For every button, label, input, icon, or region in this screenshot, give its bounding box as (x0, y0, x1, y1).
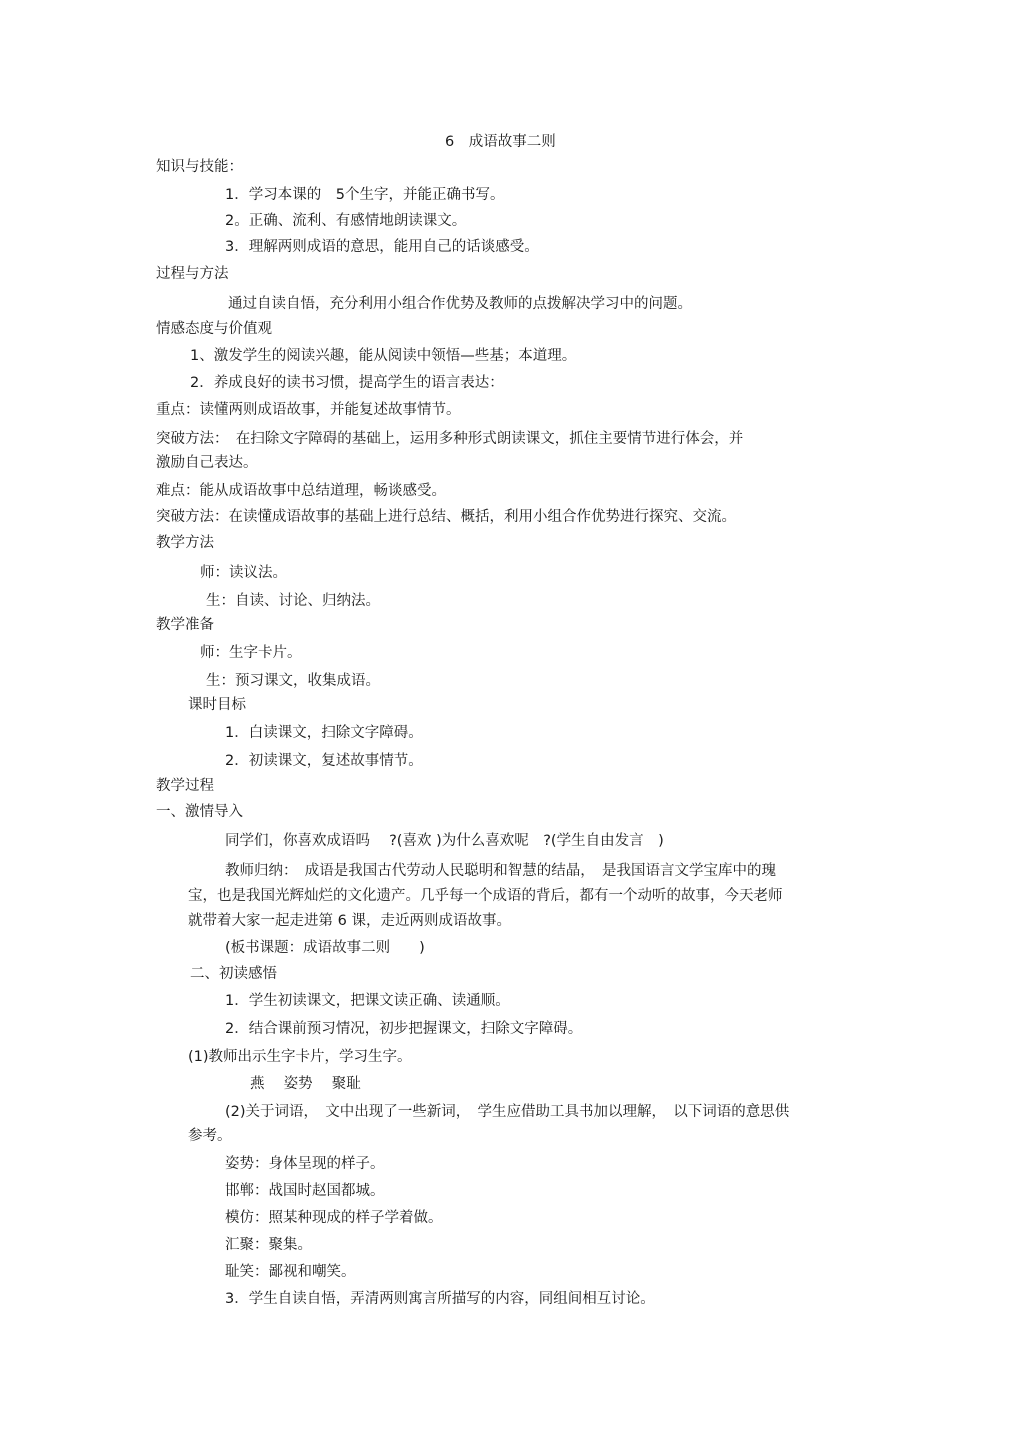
part1-board-title: (板书课题：成语故事二则 ) (225, 940, 425, 956)
teaching-prep-heading: 教学准备 (156, 617, 214, 633)
process-method-heading: 过程与方法 (156, 266, 229, 282)
knowledge-item-2: 2。正确、流利、有感情地朗读课文。 (225, 213, 467, 229)
part2-step-3: 3．学生自读自悟，弄清两则寓言所描写的内容，同组间相互讨论。 (225, 1291, 655, 1307)
emotion-item-1: 1、激发学生的阅读兴趣，能从阅读中领悟—些基；本道理。 (190, 348, 577, 364)
vocab-item-1: 姿势：身体呈现的样子。 (225, 1156, 385, 1172)
key-point: 重点：读懂两则成语故事，并能复述故事情节。 (156, 402, 461, 418)
part1-summary-line-3: 就带着大家一起走进第 6 课，走近两则成语故事。 (188, 913, 511, 929)
part1-heading: 一、激情导入 (156, 804, 243, 820)
part2-step-2: 2．结合课前预习情况，初步把握课文，扫除文字障碍。 (225, 1021, 583, 1037)
part2-sub-2-line-1: (2)关于词语， 文中出现了一些新词， 学生应借助工具书加以理解， 以下词语的意思供 (225, 1104, 790, 1120)
breakthrough-2: 突破方法：在读懂成语故事的基础上进行总结、概括，利用小组合作优势进行探究、交流。 (156, 509, 736, 525)
vocab-item-4: 汇聚：聚集。 (225, 1237, 312, 1253)
knowledge-skills-heading: 知识与技能： (156, 159, 243, 175)
teaching-prep-student: 生：预习课文，收集成语。 (206, 673, 380, 689)
part2-sub-2-line-2: 参考。 (188, 1128, 232, 1144)
teaching-method-teacher: 师：读议法。 (200, 565, 287, 581)
part2-step-1: 1．学生初读课文，把课文读正确、读通顺。 (225, 993, 510, 1009)
part2-heading: 二、初读感悟 (190, 966, 277, 982)
lesson-title: 6 成语故事二则 (445, 134, 556, 150)
teaching-prep-teacher: 师：生字卡片。 (200, 645, 302, 661)
part1-summary-line-1: 教师归纳： 成语是我国古代劳动人民聪明和智慧的结晶， 是我国语言文学宝库中的瑰 (225, 863, 776, 879)
part1-question: 同学们，你喜欢成语吗 ?(喜欢 )为什么喜欢呢 ?(学生自由发言 ) (225, 833, 664, 849)
lesson-goals-heading: 课时目标 (188, 697, 246, 713)
part1-summary-line-2: 宝，也是我国光辉灿烂的文化遗产。几乎每一个成语的背后，都有一个动听的故事，今天老师 (188, 888, 783, 904)
process-method-text: 通过自读自悟，充分利用小组合作优势及教师的点拨解决学习中的问题。 (228, 296, 692, 312)
difficulty: 难点：能从成语故事中总结道理，畅谈感受。 (156, 483, 446, 499)
vocab-item-3: 模仿：照某种现成的样子学着做。 (225, 1210, 443, 1226)
teaching-process-heading: 教学过程 (156, 778, 214, 794)
breakthrough-1-line-2: 激励自己表达。 (156, 455, 258, 471)
breakthrough-1-line-1: 突破方法： 在扫除文字障碍的基础上，运用多种形式朗读课文，抓住主要情节进行体会，并 (156, 431, 744, 447)
lesson-goal-2: 2．初读课文，复述故事情节。 (225, 753, 423, 769)
teaching-method-student: 生：自读、讨论、归纳法。 (206, 593, 380, 609)
lesson-goal-1: 1．白读课文，扫除文字障碍。 (225, 725, 423, 741)
knowledge-item-1: 1．学习本课的 5个生字，并能正确书写。 (225, 187, 505, 203)
part2-sub-1: (1)教师出示生字卡片，学习生字。 (188, 1049, 412, 1065)
knowledge-item-3: 3．理解两则成语的意思，能用自己的话谈感受。 (225, 239, 539, 255)
vocab-item-5: 耻笑：鄙视和嘲笑。 (225, 1264, 356, 1280)
teaching-method-heading: 教学方法 (156, 535, 214, 551)
emotion-values-heading: 情感态度与价值观 (156, 321, 272, 337)
emotion-item-2: 2．养成良好的读书习惯，提高学生的语言表达： (190, 375, 504, 391)
part2-chars: 燕 姿势 聚耻 (250, 1076, 361, 1092)
vocab-item-2: 邯郸：战国时赵国都城。 (225, 1183, 385, 1199)
